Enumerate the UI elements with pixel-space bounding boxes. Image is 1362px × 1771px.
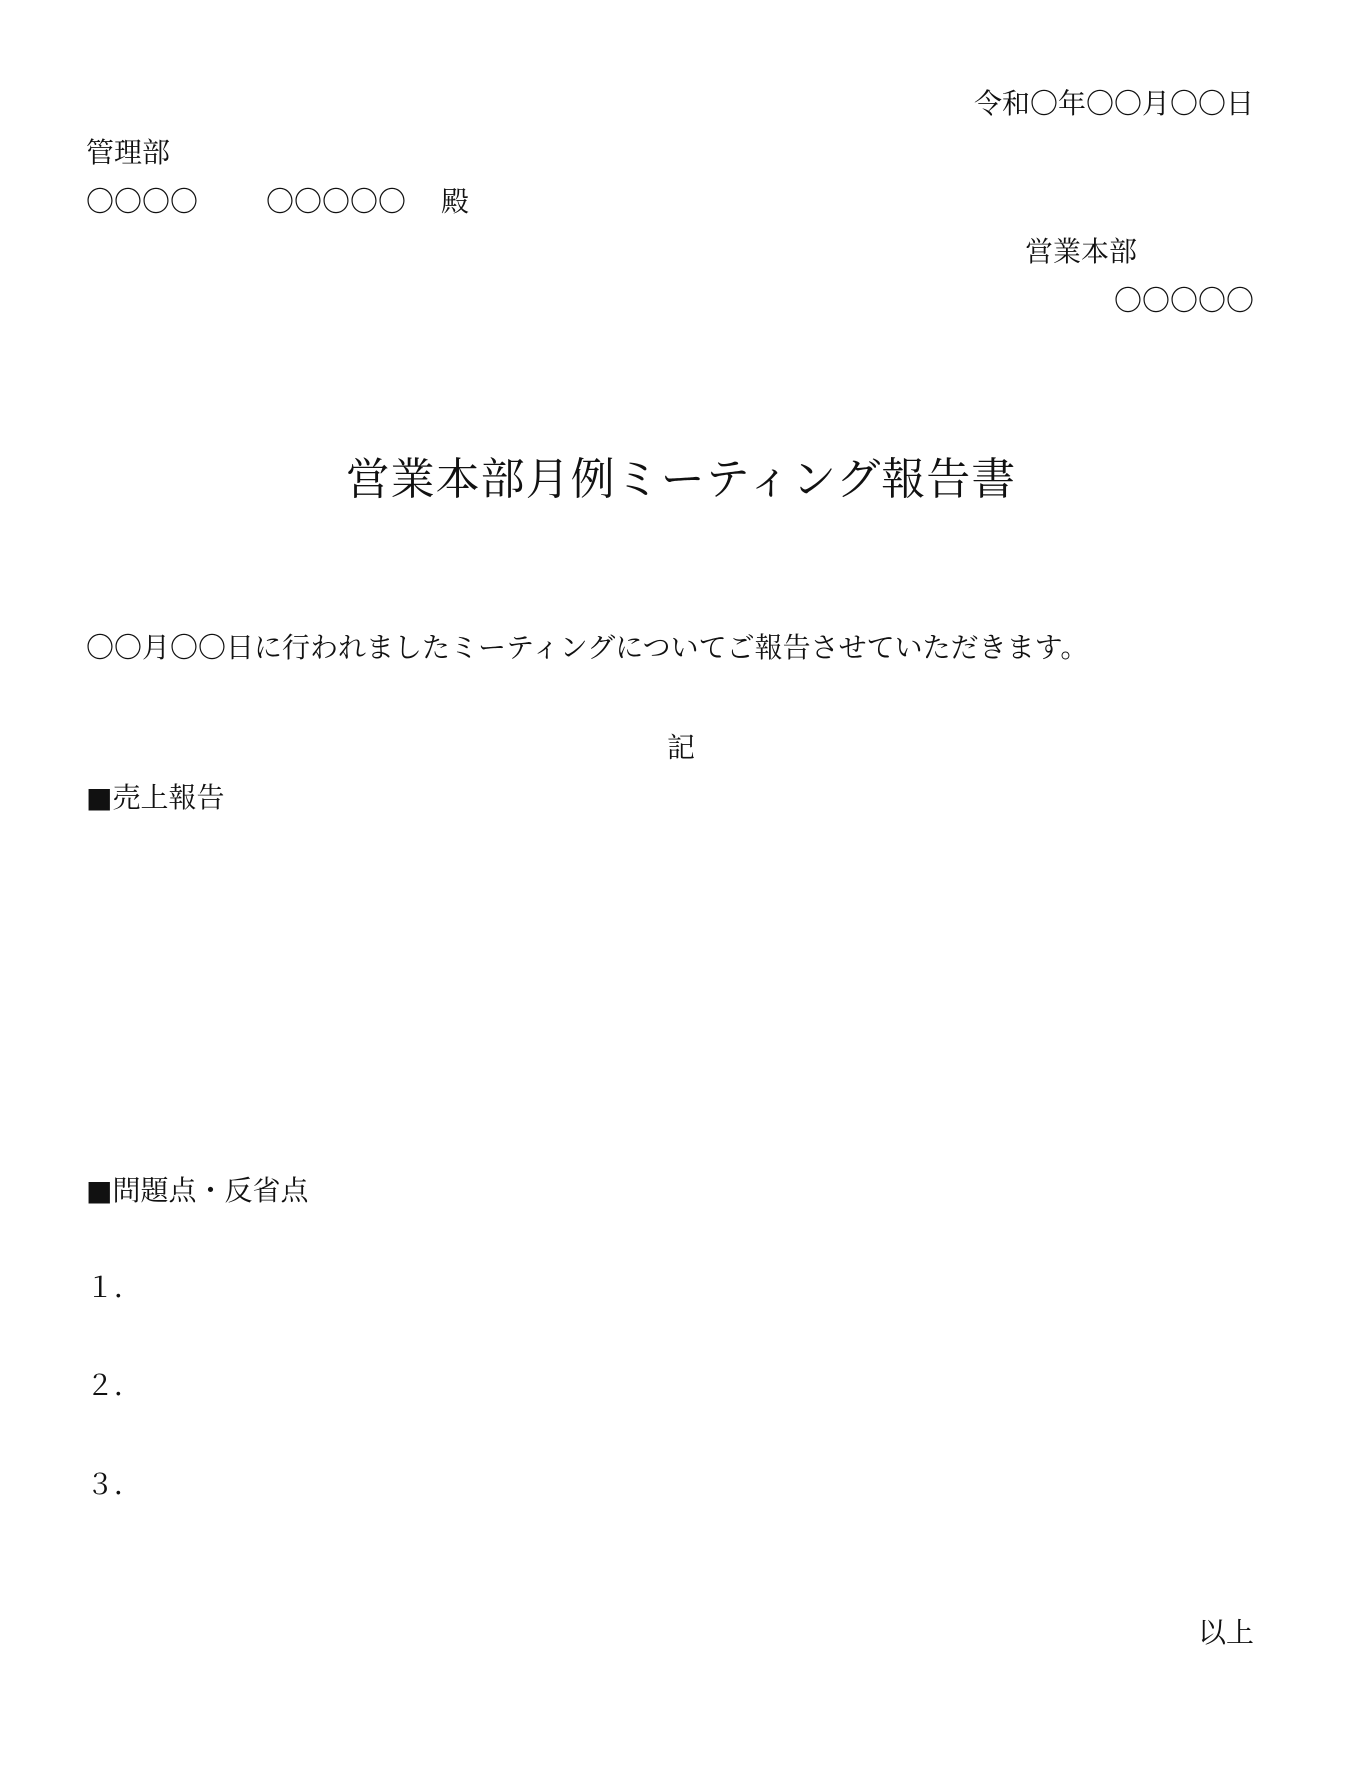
recipient-company: 〇〇〇〇 <box>86 185 199 218</box>
recipient-honorific: 殿 <box>441 185 470 218</box>
sender-name: 〇〇〇〇〇 <box>1113 284 1254 317</box>
recipient-line <box>86 184 469 220</box>
closing-text: 以上 <box>1197 1616 1254 1649</box>
section-heading-issues <box>86 1173 308 1209</box>
list-item-number: ３． <box>86 1468 143 1501</box>
list-item-number: １． <box>86 1271 143 1304</box>
square-bullet-icon: ■ <box>86 781 113 814</box>
sender-department: 営業本部 <box>1024 235 1137 268</box>
intro-paragraph: 〇〇月〇〇日に行われましたミーティングについてご報告させていただきます。 <box>86 631 1089 664</box>
document-date: 令和〇年〇〇月〇〇日 <box>973 87 1254 120</box>
square-bullet-icon: ■ <box>86 1174 113 1207</box>
section-heading-sales-label: 売上報告 <box>112 781 225 814</box>
section-heading-sales <box>86 780 224 816</box>
recipient-department: 管理部 <box>86 136 171 169</box>
section-heading-issues-label: 問題点・反省点 <box>112 1174 309 1207</box>
ki-label: 記 <box>666 731 695 764</box>
document-title: 営業本部月例ミーティング報告書 <box>345 454 1017 505</box>
list-item-number: ２． <box>86 1369 143 1402</box>
recipient-person: 〇〇〇〇〇 <box>266 185 407 218</box>
